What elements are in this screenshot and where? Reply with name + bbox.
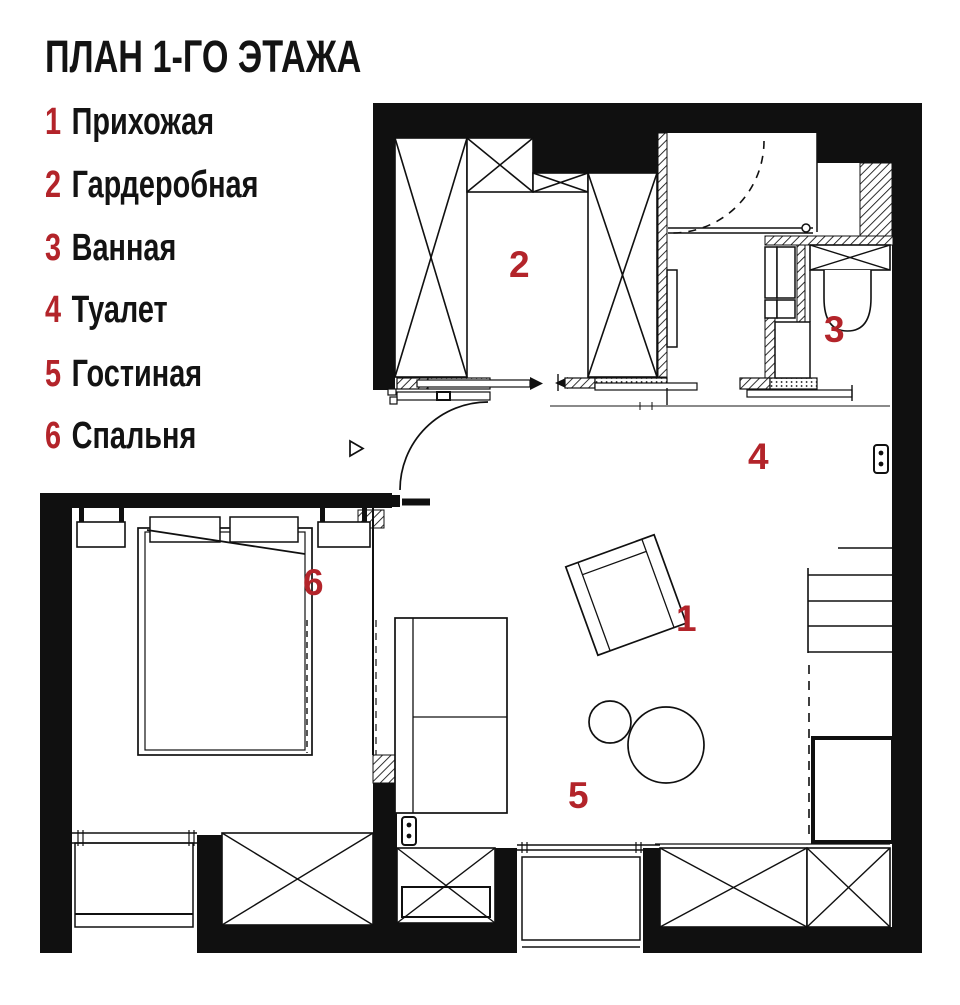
vanity-desk bbox=[72, 830, 197, 927]
coffee-tables bbox=[589, 701, 704, 783]
window-bay bbox=[517, 842, 660, 947]
legend-label: Гостиная bbox=[71, 353, 203, 395]
room-label-living: 5 bbox=[568, 775, 589, 816]
legend-num: 1 bbox=[45, 101, 62, 143]
legend-num: 4 bbox=[45, 289, 62, 331]
legend-item-bedroom bbox=[45, 417, 244, 455]
legend-item-bathroom bbox=[45, 229, 218, 267]
room-label-hallway: 1 bbox=[676, 598, 697, 639]
legend-num: 3 bbox=[45, 227, 62, 269]
triangle-marker bbox=[350, 441, 363, 456]
cabinet bbox=[813, 738, 893, 842]
legend-num: 5 bbox=[45, 353, 62, 395]
outlet-icon bbox=[874, 445, 888, 473]
pillow bbox=[230, 517, 298, 542]
pillow bbox=[150, 517, 220, 542]
legend-label: Гардеробная bbox=[71, 164, 259, 206]
entry-door bbox=[400, 402, 488, 502]
legend-label: Спальня bbox=[71, 415, 197, 457]
room-label-wardrobe: 2 bbox=[509, 244, 530, 285]
page-title: ПЛАН 1-ГО ЭТАЖА bbox=[45, 31, 362, 82]
legend-item-hallway bbox=[45, 103, 268, 141]
nightstand-right bbox=[318, 522, 370, 547]
legend-item-toilet bbox=[45, 291, 206, 329]
outlet-icon bbox=[402, 817, 416, 845]
bathroom bbox=[667, 133, 890, 378]
legend-item-wardrobe bbox=[45, 166, 326, 204]
legend-label: Ванная bbox=[71, 227, 177, 269]
nightstand-left bbox=[77, 522, 125, 547]
legend-num: 2 bbox=[45, 164, 62, 206]
legend-label: Прихожая bbox=[71, 101, 215, 143]
legend-item-living bbox=[45, 355, 252, 393]
legend-label: Туалет bbox=[71, 289, 168, 331]
bed bbox=[138, 517, 312, 755]
legend-num: 6 bbox=[45, 415, 62, 457]
room-label-bathroom: 3 bbox=[824, 309, 845, 350]
room-label-bedroom: 6 bbox=[303, 562, 324, 603]
hall-floor-line bbox=[550, 402, 890, 410]
room-label-toilet: 4 bbox=[748, 436, 769, 477]
sliding-doors bbox=[388, 374, 852, 406]
sofa bbox=[395, 618, 507, 813]
armchair bbox=[566, 535, 686, 655]
